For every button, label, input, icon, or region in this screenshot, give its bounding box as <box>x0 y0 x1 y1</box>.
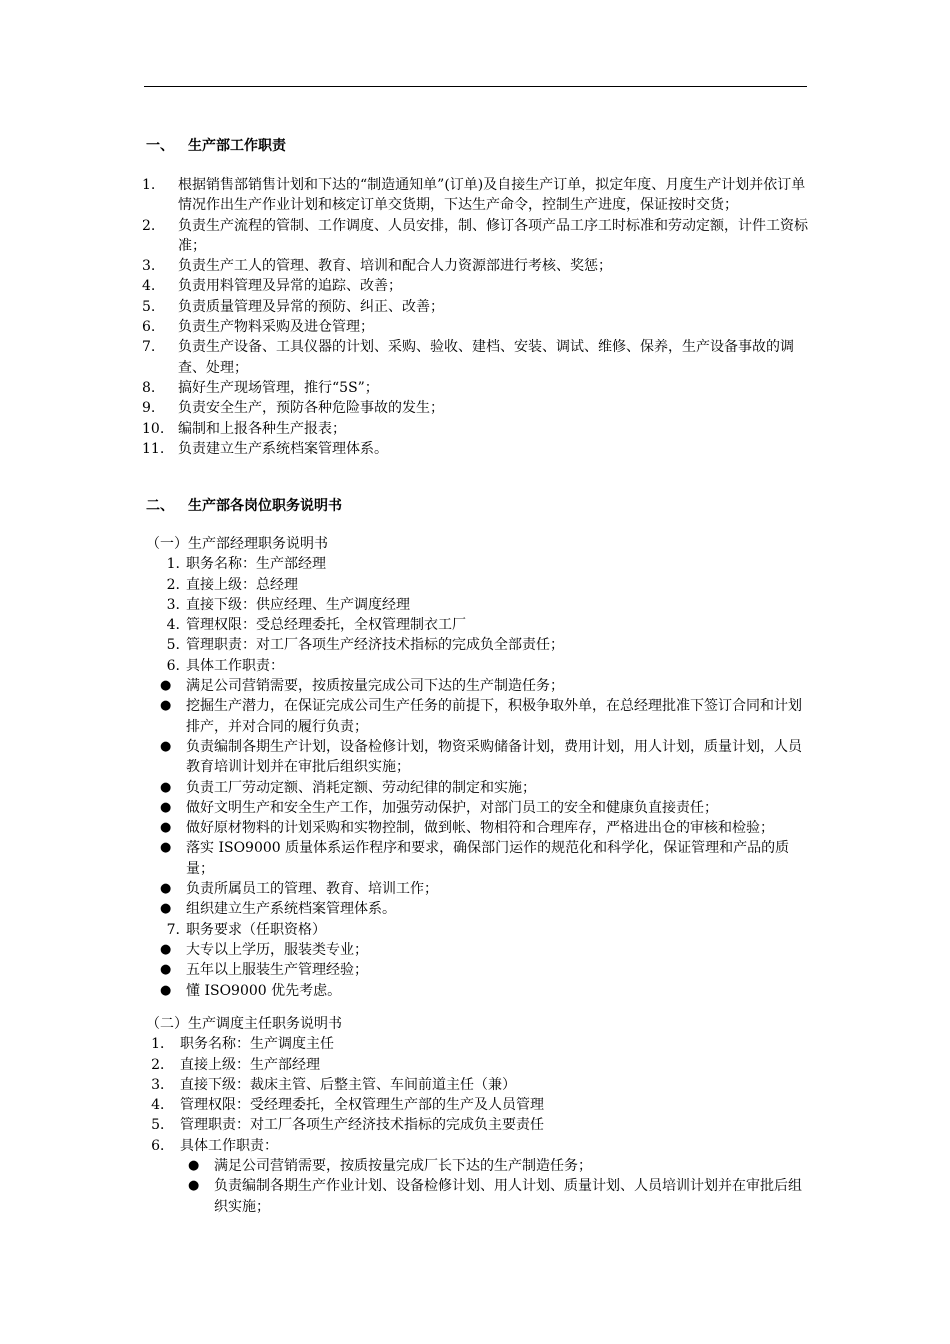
item-number: 6. <box>166 657 180 674</box>
item-text: 职务名称：生产调度主任 <box>180 1036 334 1053</box>
item-text: 直接下级：裁床主管、后整主管、车间前道主任（兼） <box>180 1076 516 1093</box>
item-text: 大专以上学历，服装类专业； <box>186 941 368 958</box>
bullet-item <box>146 981 814 1001</box>
bullet-icon: ● <box>160 982 172 998</box>
list-item-text: 根据销售部销售计划和下达的“制造通知单”(订单)及自接生产订单，拟定年度、月度生产计划并依订单情况作出生产作业计划和核定订单交货期，下达生产命令，控制生产进度，保证按时交货； <box>178 177 806 214</box>
bullet-item <box>146 737 814 778</box>
list-item-text: 负责质量管理及异常的预防、纠正、改善； <box>178 298 444 315</box>
bullet-item <box>146 899 814 919</box>
numbered-item <box>146 615 814 635</box>
list-item <box>142 317 810 337</box>
bullet-icon: ● <box>160 698 172 714</box>
bullet-item <box>146 1156 814 1176</box>
header-rule <box>144 86 807 87</box>
list-item-text: 负责生产物料采购及进仓管理； <box>178 319 374 336</box>
list-item <box>142 398 810 418</box>
item-text: 满足公司营销需要，按质按量完成公司下达的生产制造任务； <box>186 678 564 695</box>
bullet-item <box>146 676 814 696</box>
bullet-item <box>146 818 814 838</box>
bullet-icon: ● <box>160 678 172 694</box>
list-item <box>142 419 810 439</box>
item-number: 4. <box>166 617 180 634</box>
numbered-item <box>146 1075 814 1095</box>
list-item-number: 8. <box>142 379 156 396</box>
bullet-item <box>146 879 814 899</box>
numbered-item <box>146 595 814 615</box>
section-2-heading <box>146 496 342 516</box>
item-text: 直接上级：总经理 <box>186 576 298 593</box>
list-item-text: 负责用料管理及异常的追踪、改善； <box>178 278 402 295</box>
item-text: 职务名称：生产部经理 <box>186 556 326 573</box>
list-item-number: 4. <box>142 278 156 295</box>
list-item-text: 负责生产流程的管制、工作调度、人员安排，制、修订各项产品工序工时标准和劳动定额，计件工资标准； <box>178 217 808 254</box>
bullet-icon: ● <box>160 820 172 836</box>
item-text: 挖掘生产潜力，在保证完成公司生产任务的前提下，积极争取外单，在总经理批准下签订合同和计划排产，并对合同的履行负责； <box>186 698 802 735</box>
numbered-item <box>146 920 814 940</box>
numbered-item <box>146 656 814 676</box>
numbered-item <box>146 1115 814 1135</box>
bullet-item <box>146 1176 814 1217</box>
manager-job-description <box>146 534 814 1001</box>
list-item-text: 负责建立生产系统档案管理体系。 <box>178 440 388 457</box>
item-text: 管理权限：受总经理委托，全权管理制衣工厂 <box>186 617 466 634</box>
bullet-item <box>146 798 814 818</box>
manager-caption: （一）生产部经理职务说明书 <box>146 536 328 552</box>
item-text: 做好原材物料的计划采购和实物控制，做到帐、物相符和合理库存，严格进出仓的审核和检验； <box>186 820 774 837</box>
section-2-number: 二、 <box>146 498 174 514</box>
bullet-item <box>146 940 814 960</box>
numbered-item <box>146 1055 814 1075</box>
list-item-text: 负责生产工人的管理、教育、培训和配合人力资源部进行考核、奖惩； <box>178 258 612 275</box>
section-1-title: 生产部工作职责 <box>188 138 286 154</box>
duties-list <box>142 175 810 459</box>
bullet-icon: ● <box>160 840 172 856</box>
item-text: 组织建立生产系统档案管理体系。 <box>186 901 396 918</box>
item-text: 负责工厂劳动定额、消耗定额、劳动纪律的制定和实施； <box>186 779 536 796</box>
list-item-text: 负责生产设备、工具仪器的计划、采购、验收、建档、安装、调试、维修、保养，生产设备事故的调查、处理； <box>178 339 794 376</box>
item-text: 负责编制各期生产作业计划、设备检修计划、用人计划、质量计划、人员培训计划并在审批后组织实施； <box>214 1178 802 1215</box>
list-item-number: 3. <box>142 258 156 275</box>
list-item-text: 搞好生产现场管理，推行“5S”； <box>178 379 379 396</box>
list-item-number: 5. <box>142 298 156 315</box>
list-item-number: 9. <box>142 400 156 417</box>
numbered-item <box>146 635 814 655</box>
item-text: 落实 ISO9000 质量体系运作程序和要求，确保部门运作的规范化和科学化，保证管理和产品的质量； <box>186 840 790 877</box>
list-item-number: 7. <box>142 339 156 356</box>
numbered-item <box>146 575 814 595</box>
item-number: 6． <box>151 1137 174 1154</box>
numbered-item <box>146 554 814 574</box>
item-text: 管理职责：对工厂各项生产经济技术指标的完成负主要责任 <box>180 1117 544 1134</box>
list-item <box>142 276 810 296</box>
item-text: 直接上级：生产部经理 <box>180 1056 320 1073</box>
item-number: 5． <box>151 1117 174 1134</box>
bullet-icon: ● <box>160 881 172 897</box>
bullet-icon: ● <box>188 1158 200 1174</box>
dispatcher-job-description <box>146 1014 814 1217</box>
list-item <box>142 175 810 216</box>
item-text: 懂 ISO9000 优先考虑。 <box>186 982 342 999</box>
item-number: 3. <box>166 596 180 613</box>
item-text: 直接下级：供应经理、生产调度经理 <box>186 596 410 613</box>
numbered-item <box>146 1034 814 1054</box>
list-item <box>142 256 810 276</box>
list-item <box>142 337 810 378</box>
item-number: 1. <box>166 556 180 573</box>
item-number: 2． <box>151 1056 174 1073</box>
section-1-heading <box>146 136 286 156</box>
item-text: 负责编制各期生产计划，设备检修计划，物资采购储备计划，费用计划，用人计划，质量计划，人员教育培训计划并在审批后组织实施； <box>186 738 802 776</box>
list-item <box>142 378 810 398</box>
item-text: 负责所属员工的管理、教育、培训工作； <box>186 881 438 898</box>
item-number: 2. <box>166 576 180 593</box>
item-number: 7. <box>166 921 180 938</box>
bullet-item <box>146 960 814 980</box>
item-text: 满足公司营销需要，按质按量完成厂长下达的生产制造任务； <box>214 1158 592 1175</box>
item-number: 4． <box>151 1097 174 1114</box>
list-item-number: 2. <box>142 217 156 234</box>
item-number: 5. <box>166 637 180 654</box>
item-number: 1． <box>151 1036 174 1053</box>
section-2-title: 生产部各岗位职务说明书 <box>188 498 342 514</box>
bullet-icon: ● <box>160 779 172 795</box>
bullet-item <box>146 696 814 737</box>
list-item-number: 10. <box>142 420 165 437</box>
item-number: 3． <box>151 1076 174 1093</box>
item-text: 具体工作职责： <box>180 1137 278 1154</box>
list-item-number: 11. <box>142 440 165 457</box>
list-item-text: 编制和上报各种生产报表； <box>178 420 346 437</box>
numbered-item <box>146 1136 814 1156</box>
list-item <box>142 297 810 317</box>
bullet-item <box>146 778 814 798</box>
list-item-number: 6. <box>142 319 156 336</box>
bullet-icon: ● <box>160 738 172 754</box>
item-text: 管理权限：受经理委托，全权管理生产部的生产及人员管理 <box>180 1097 544 1114</box>
item-text: 五年以上服装生产管理经验； <box>186 962 368 979</box>
section-1-number: 一、 <box>146 138 174 154</box>
dispatcher-caption: （二）生产调度主任职务说明书 <box>146 1016 342 1032</box>
item-text: 管理职责：对工厂各项生产经济技术指标的完成负全部责任； <box>186 637 564 654</box>
bullet-icon: ● <box>160 799 172 815</box>
bullet-icon: ● <box>188 1178 200 1194</box>
bullet-icon: ● <box>160 901 172 917</box>
item-text: 职务要求（任职资格） <box>186 921 326 938</box>
item-text: 具体工作职责： <box>186 657 284 674</box>
bullet-item <box>146 838 814 879</box>
list-item-number: 1. <box>142 177 156 193</box>
item-text: 做好文明生产和安全生产工作，加强劳动保护，对部门员工的安全和健康负直接责任； <box>186 799 718 816</box>
bullet-icon: ● <box>160 941 172 957</box>
list-item <box>142 216 810 257</box>
list-item-text: 负责安全生产，预防各种危险事故的发生； <box>178 400 444 417</box>
bullet-icon: ● <box>160 962 172 978</box>
list-item <box>142 439 810 459</box>
numbered-item <box>146 1095 814 1115</box>
